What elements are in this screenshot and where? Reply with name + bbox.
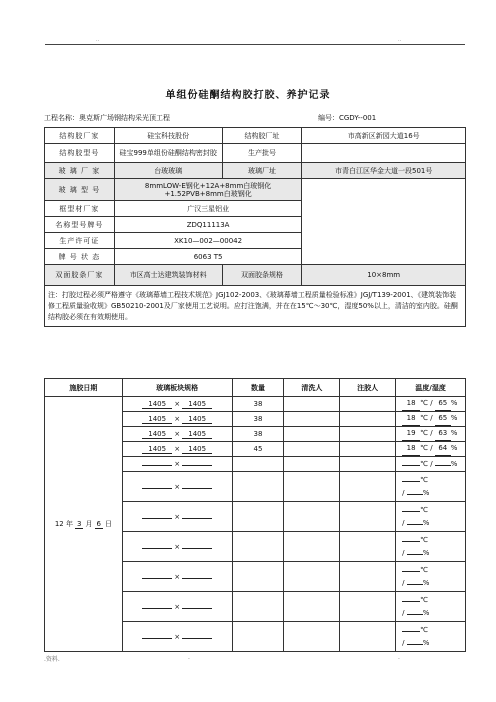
table-row — [45, 397, 466, 412]
climate-cell — [396, 412, 466, 427]
value-cell — [302, 144, 466, 163]
times-sign: × — [174, 572, 181, 581]
spec-width: 1405 — [142, 445, 172, 454]
temperature: 18 — [402, 397, 420, 411]
qty-cell: 38 — [232, 427, 284, 442]
temperature: 18 — [402, 412, 420, 426]
humidity-blank — [407, 584, 423, 585]
humidity-blank — [407, 524, 423, 525]
qty-cell: 38 — [232, 397, 284, 412]
date-year: 12 — [54, 519, 64, 528]
slash: / — [430, 399, 433, 407]
humidity: 65 — [435, 397, 451, 411]
pct-unit: % — [450, 399, 458, 407]
pct-unit: % — [450, 459, 458, 468]
temperature-blank — [402, 481, 420, 482]
times-sign: × — [174, 542, 181, 551]
column-header: 数量 — [232, 379, 284, 397]
slash: / — [402, 638, 405, 647]
label-cell: 牌 号 状 态 — [45, 249, 115, 265]
date-month-unit: 月 — [85, 519, 93, 528]
code-value: CGDY--001 — [339, 114, 377, 122]
times-sign: × — [174, 460, 181, 468]
pct-unit: % — [422, 488, 430, 497]
cleaner-cell — [284, 412, 340, 427]
humidity-blank — [407, 644, 423, 645]
footer-right: . — [398, 654, 400, 661]
spec-cell — [122, 457, 232, 472]
climate-cell — [396, 562, 466, 592]
pct-unit: % — [450, 444, 458, 452]
slash: / — [402, 518, 405, 527]
cleaner-cell — [284, 592, 340, 622]
qty-cell — [232, 622, 284, 652]
deg-unit: ℃ — [420, 414, 428, 422]
applier-cell — [340, 502, 396, 532]
cleaner-cell — [284, 532, 340, 562]
slash: / — [402, 578, 405, 587]
deg-unit: ℃ — [420, 444, 428, 452]
pct-unit: % — [450, 429, 458, 437]
cleaner-cell — [284, 472, 340, 502]
spec-width-blank — [142, 578, 172, 579]
spec-width-blank — [142, 638, 172, 639]
label-cell: 结构胶厂址 — [222, 128, 302, 144]
value-cell: 市高新区新园大道16号 — [302, 128, 466, 144]
humidity-blank — [407, 554, 423, 555]
humidity: 65 — [435, 412, 451, 426]
table-row — [45, 286, 466, 327]
climate-cell — [396, 622, 466, 652]
cleaner-cell — [284, 562, 340, 592]
label-cell: 生产许可证 — [45, 233, 115, 249]
humidity: 64 — [435, 442, 451, 456]
climate-cell — [396, 397, 466, 412]
deg-unit: ℃ — [420, 595, 428, 604]
slash: / — [430, 429, 433, 437]
climate-cell — [396, 472, 466, 502]
glass-spec-line-2: +1.52PVB+8mm白玻钢化 — [164, 189, 252, 198]
table-row — [45, 128, 466, 144]
value-cell: 硅宝科技股份 — [114, 128, 222, 144]
spec-width: 1405 — [142, 415, 172, 424]
deg-unit: ℃ — [420, 459, 428, 468]
qty-cell — [232, 502, 284, 532]
pct-unit: % — [422, 638, 430, 647]
value-cell — [114, 179, 302, 201]
footer-mid: . — [188, 654, 190, 661]
times-sign: × — [174, 444, 181, 453]
applier-cell — [340, 472, 396, 502]
value-cell: 台玻玻璃 — [114, 163, 222, 179]
cleaner-cell — [284, 457, 340, 472]
spec-width-blank — [142, 548, 172, 549]
qty-cell — [232, 472, 284, 502]
spec-width-blank — [142, 518, 172, 519]
climate-cell — [396, 532, 466, 562]
times-sign: × — [174, 482, 181, 491]
spec-height: 1405 — [182, 400, 212, 409]
spec-cell — [122, 562, 232, 592]
label-cell: 结构胶型号 — [45, 144, 115, 163]
spec-cell — [122, 397, 232, 412]
date-day-unit: 日 — [104, 519, 112, 528]
spec-cell — [122, 442, 232, 457]
table-header-row — [45, 379, 466, 397]
slash: / — [402, 548, 405, 557]
spec-height-blank — [182, 518, 212, 519]
value-cell: 广汉三星铝业 — [114, 201, 302, 217]
pct-unit: % — [422, 548, 430, 557]
applier-cell — [340, 442, 396, 457]
value-cell: 市青白江区华金大道一段501号 — [302, 163, 466, 179]
qty-cell — [232, 562, 284, 592]
spec-cell — [122, 622, 232, 652]
climate-cell — [396, 502, 466, 532]
applier-cell — [340, 412, 396, 427]
project-line — [44, 113, 170, 123]
temperature: 18 — [402, 442, 420, 456]
glue-log-table — [44, 378, 466, 652]
applier-cell — [340, 592, 396, 622]
value-cell: XK10—002—00042 — [114, 233, 302, 249]
label-cell: 框型材厂家 — [45, 201, 115, 217]
qty-cell — [232, 532, 284, 562]
spec-cell — [122, 592, 232, 622]
spec-cell — [122, 532, 232, 562]
label-cell: 双面胶条厂家 — [45, 265, 115, 286]
pct-unit: % — [450, 414, 458, 422]
date-month: 3 — [77, 519, 82, 528]
slash: / — [402, 488, 405, 497]
temperature-blank — [402, 465, 420, 466]
date-day: 6 — [96, 519, 101, 528]
temperature-blank — [402, 511, 420, 512]
qty-cell: 45 — [232, 442, 284, 457]
table-row — [45, 265, 466, 286]
date-year-unit: 年 — [66, 519, 73, 528]
humidity-blank — [407, 614, 423, 615]
deg-unit: ℃ — [420, 565, 428, 574]
times-sign: × — [174, 632, 181, 641]
applier-cell — [340, 532, 396, 562]
temperature: 19 — [402, 427, 420, 441]
spec-height: 1405 — [182, 415, 212, 424]
applier-cell — [340, 427, 396, 442]
spec-width-blank — [142, 465, 172, 466]
spec-height-blank — [182, 548, 212, 549]
times-sign: × — [174, 512, 181, 521]
cleaner-cell — [284, 397, 340, 412]
label-cell: 玻 璃 厂 家 — [45, 163, 115, 179]
slash: / — [430, 444, 433, 452]
header-rule — [45, 44, 465, 45]
cleaner-cell — [284, 442, 340, 457]
pct-unit: % — [422, 608, 430, 617]
applier-cell — [340, 457, 396, 472]
note-text: 注：打胶过程必须严格遵守《玻璃幕墙工程技术规范》JGJ102-2003、《玻璃幕墙工程质量检验标准》JGJ/T139-2001、《建筑装饰装修工程质量验收规》GB50210-2001及厂家使用工艺说明。应打注饱满，并在在15℃～30℃，湿度50%以上，清洁的室内胶。硅酮结构胶必须在有效期使用。 — [45, 286, 466, 327]
spec-cell — [122, 502, 232, 532]
glass-spec-line-1: 8mmLOW-E钢化+12A+8mm白玻钢化 — [144, 181, 272, 190]
humidity-blank — [407, 494, 423, 495]
humidity: 63 — [435, 427, 451, 441]
qty-cell — [232, 457, 284, 472]
spec-cell — [122, 412, 232, 427]
temperature-blank — [402, 631, 420, 632]
spec-height-blank — [182, 578, 212, 579]
cleaner-cell — [284, 502, 340, 532]
column-header: 玻璃板块规格 — [122, 379, 232, 397]
blank-cell — [302, 179, 466, 265]
label-cell: 结构胶厂家 — [45, 128, 115, 144]
pct-unit: % — [422, 578, 430, 587]
applier-cell — [340, 562, 396, 592]
pct-unit: % — [422, 518, 430, 527]
column-header: 注胶人 — [340, 379, 396, 397]
spec-height-blank — [182, 465, 212, 466]
qty-cell — [232, 592, 284, 622]
value-cell: 硅宝999单组份硅酮结构密封胶 — [114, 144, 222, 163]
slash: / — [402, 608, 405, 617]
label-cell: 玻璃厂址 — [222, 163, 302, 179]
project-name: 奥克斯广场钢结构采光顶工程 — [79, 114, 170, 122]
deg-unit: ℃ — [420, 399, 428, 407]
footer-left: .资料. — [44, 656, 60, 663]
spec-width-blank — [142, 488, 172, 489]
deg-unit: ℃ — [420, 625, 428, 634]
spec-height: 1405 — [182, 430, 212, 439]
climate-cell — [396, 427, 466, 442]
date-cell — [45, 397, 123, 652]
deg-unit: ℃ — [420, 475, 428, 484]
project-label: 工程名称： — [44, 114, 79, 122]
label-cell: 双面胶条规格 — [222, 265, 302, 286]
spec-width: 1405 — [142, 400, 172, 409]
code-line — [318, 113, 376, 123]
climate-cell — [396, 592, 466, 622]
header-mark-left: .. — [96, 37, 100, 43]
temperature-blank — [402, 541, 420, 542]
spec-height-blank — [182, 608, 212, 609]
slash: / — [430, 459, 433, 468]
spec-height: 1405 — [182, 445, 212, 454]
label-cell: 生产批号 — [222, 144, 302, 163]
page-title: 单组份硅酮结构胶打胶、养护记录 — [165, 90, 331, 101]
deg-unit: ℃ — [420, 429, 428, 437]
temperature-blank — [402, 601, 420, 602]
column-header: 温度/湿度 — [396, 379, 466, 397]
deg-unit: ℃ — [420, 505, 428, 514]
column-header: 施胶日期 — [45, 379, 123, 397]
humidity-blank — [435, 465, 451, 466]
times-sign: × — [174, 602, 181, 611]
value-cell: 市区高士达建筑装饰材料 — [114, 265, 222, 286]
qty-cell: 38 — [232, 412, 284, 427]
deg-unit: ℃ — [420, 535, 428, 544]
temperature-blank — [402, 571, 420, 572]
cleaner-cell — [284, 427, 340, 442]
value-cell: 6063 T5 — [114, 249, 302, 265]
times-sign: × — [174, 399, 181, 408]
value-cell: ZDQ11113A — [114, 217, 302, 233]
climate-cell — [396, 457, 466, 472]
times-sign: × — [174, 414, 181, 423]
header-mark-right: .. — [398, 37, 402, 43]
spec-width-blank — [142, 608, 172, 609]
slash: / — [430, 414, 433, 422]
table-row — [45, 179, 466, 201]
climate-cell — [396, 442, 466, 457]
table-row — [45, 163, 466, 179]
value-cell: 10×8mm — [302, 265, 466, 286]
code-label: 编号： — [318, 114, 339, 122]
spec-cell — [122, 472, 232, 502]
label-cell: 玻 璃 型 号 — [45, 179, 115, 201]
label-cell: 名称型号牌号 — [45, 217, 115, 233]
times-sign: × — [174, 429, 181, 438]
applier-cell — [340, 622, 396, 652]
spec-width: 1405 — [142, 430, 172, 439]
table-row — [45, 144, 466, 163]
spec-cell — [122, 427, 232, 442]
applier-cell — [340, 397, 396, 412]
spec-height-blank — [182, 488, 212, 489]
materials-table — [44, 127, 466, 327]
column-header: 清洗人 — [284, 379, 340, 397]
spec-height-blank — [182, 638, 212, 639]
cleaner-cell — [284, 622, 340, 652]
